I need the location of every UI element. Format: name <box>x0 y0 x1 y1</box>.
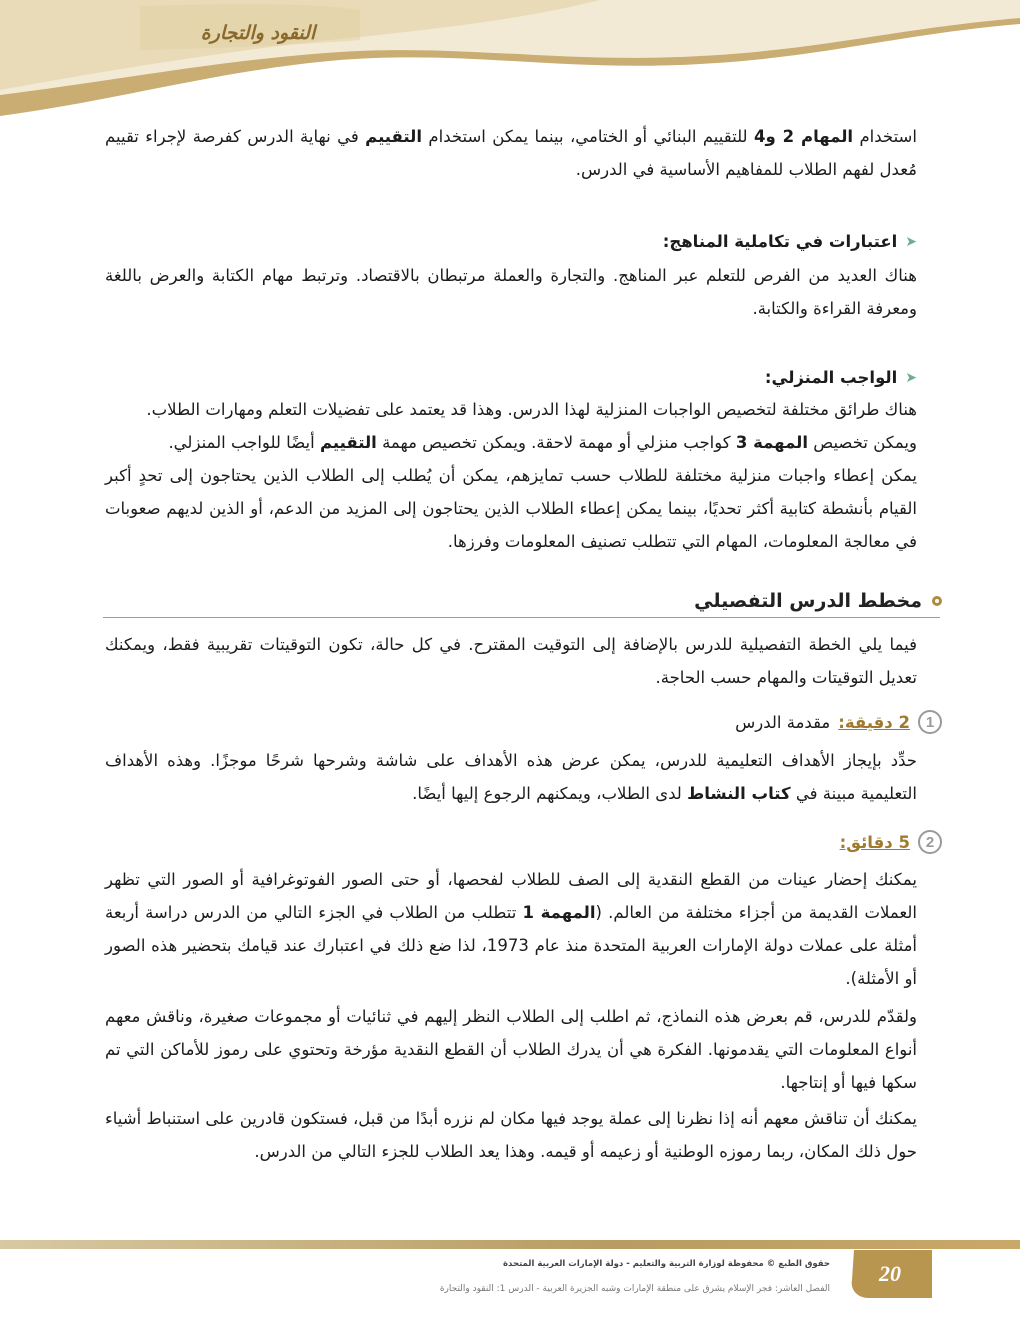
step-1-paragraph: حدِّد بإيجاز الأهداف التعليمية للدرس، يمكن عرض هذه الأهداف على شاشة وشرحها شرحًا موجزًا. وهذه الأهداف التعليمية مبينة في كتاب النشاط لدى الطلاب، ويمكنهم الرجوع إليها أيضًا. <box>105 751 917 803</box>
homework-paragraph-1: هناك طرائق مختلفة لتخصيص الواجبات المنزلية لهذا الدرس. وهذا قد يعتمد على تفضيلات التعلم ومهارات الطلاب. <box>146 400 917 419</box>
step-2-paragraph-2: ولقدّم للدرس، قم بعرض هذه النماذج، ثم اطلب إلى الطلاب النظر إليهم في ثنائيات أو مجموعات صغيرة، وناقش معهم أنواع المعلومات التي يقدمونها. الفكرة هي أن يدرك الطلاب أن القطع النقدية مؤرخة وتحتوي على رموز للأماكن التي تم سكها فيها أو إنتاجها. <box>105 1007 917 1092</box>
step-2-paragraph-1: يمكنك إحضار عينات من القطع النقدية إلى الصف للطلاب لفحصها، أو حتى الصور الفوتوغرافية أو الصور التي تظهر العملات القديمة من أجزاء مختلفة من العالم. (المهمة 1 تتطلب من الطلاب في الجزء التالي من الدرس دراسة أربعة أمثلة على عملات دولة الإمارات العربية المتحدة منذ عام 1973، لذا ضع ذلك في اعتبارك عند قيامك بتحضير هذه الصور أو الأمثلة). <box>105 870 917 988</box>
step-2-paragraph-3: يمكنك أن تناقش معهم أنه إذا نظرنا إلى عملة يوجد فيها مكان لم نزره أبدًا من قبل، فستكون قادرين على استنباط أشياء حول ذلك المكان، ربما رموزه الوطنية أو زعيمه أو قيمه. وهذا يعد الطلاب للجزء التالي من الدرس. <box>105 1109 917 1161</box>
footer-bar <box>0 1240 1020 1249</box>
step-number-badge: 1 <box>918 710 942 734</box>
footer-chapter-info: الفصل العاشر: فجر الإسلام يشرق على منطقة الإمارات وشبه الجزيرة العربية - الدرس 1: النقود والتجارة <box>439 1284 830 1294</box>
step-1-heading <box>102 710 942 734</box>
step-2-heading <box>102 830 942 854</box>
page-number: 20 <box>879 1261 901 1286</box>
step-time: 2 دقيقة: <box>838 712 910 732</box>
circle-bullet-icon <box>932 596 942 606</box>
footer-copyright: حقوق الطبع © محفوظة لوزارة التربية والتعليم - دولة الإمارات العربية المتحدة <box>503 1259 830 1269</box>
header-wave-decoration <box>0 0 1020 120</box>
homework-heading: ➤ الواجب المنزلي: <box>764 368 917 387</box>
section-title: مخطط الدرس التفصيلي <box>694 590 922 612</box>
homework-paragraph-3: يمكن إعطاء واجبات منزلية مختلفة للطلاب حسب تمايزهم، يمكن أن يُطلب إلى الطلاب الذين يحتاجون إلى تحدٍ أكبر القيام بأنشطة كتابية أكثر تحديًا، بينما يمكن إعطاء الطلاب الذين يحتاجون إلى المزيد من الدعم، أو الذين لديهم صعوبات في معالجة المعلومات، المهام التي تتطلب تصنيف المعلومات وفرزها. <box>105 466 917 551</box>
arrow-bullet-icon: ➤ <box>905 369 917 386</box>
lesson-plan-heading <box>102 590 942 612</box>
step-number-badge: 2 <box>918 830 942 854</box>
arrow-bullet-icon: ➤ <box>905 233 917 250</box>
curriculum-paragraph: هناك العديد من الفرص للتعلم عبر المناهج. والتجارة والعملة مرتبطان بالاقتصاد. وترتبط مهام الكتابة والعرض باللغة ومعرفة القراءة والكتابة. <box>105 266 917 318</box>
intro-paragraph: استخدام المهام 2 و4 للتقييم البنائي أو الختامي، بينما يمكن استخدام التقييم في نهاية الدرس كفرصة لإجراء تقييم مُعدل لفهم الطلاب للمفاهيم الأساسية في الدرس. <box>105 127 917 179</box>
step-time: 5 دقائق: <box>839 832 910 852</box>
header-title: النقود والتجارة <box>200 22 316 44</box>
homework-paragraph-2: ويمكن تخصيص المهمة 3 كواجب منزلي أو مهمة لاحقة. ويمكن تخصيص مهمة التقييم أيضًا للواجب المنزلي. <box>168 433 917 452</box>
curriculum-heading: ➤ اعتبارات في تكاملية المناهج: <box>662 232 917 251</box>
step-label: مقدمة الدرس <box>735 712 831 732</box>
section-divider <box>103 617 940 618</box>
section-intro: فيما يلي الخطة التفصيلية للدرس بالإضافة إلى التوقيت المقترح. في كل حالة، تكون التوقيتات تقريبية فقط، ويمكنك تعديل التوقيتات والمهام حسب الحاجة. <box>105 635 917 687</box>
